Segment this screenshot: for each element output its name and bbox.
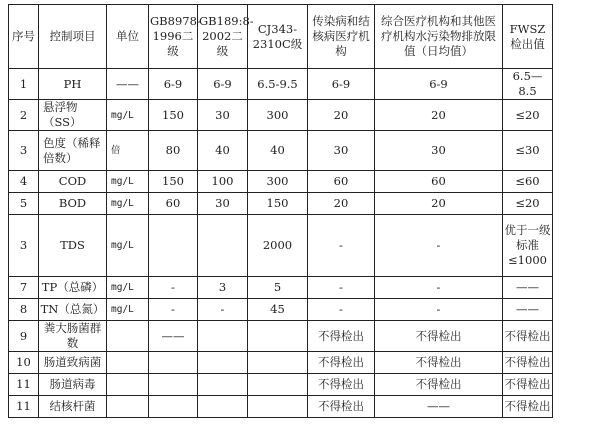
- cell-gb18918: -: [198, 299, 248, 321]
- cell-seq: 4: [9, 171, 39, 193]
- header-fwsz: FWSZ检出值: [503, 5, 553, 69]
- cell-seq: 1: [9, 69, 39, 100]
- table-row: [9, 131, 553, 171]
- cell-seq: 5: [9, 193, 39, 215]
- cell-gb8978: 80: [149, 131, 198, 171]
- cell-general: 30: [375, 131, 503, 171]
- cell-fwsz: 不得检出: [503, 352, 553, 374]
- cell-seq: 11: [9, 396, 39, 418]
- cell-unit: 倍: [107, 131, 149, 171]
- header-item: 控制项目: [39, 5, 107, 69]
- cell-gb18918: 30: [198, 100, 248, 131]
- header-seq: 序号: [9, 5, 39, 69]
- header-general-medical: 综合医疗机构和其他医疗机构水污染物排放限值（日均值）: [375, 5, 503, 69]
- table-row: [9, 277, 553, 299]
- table-row: [9, 171, 553, 193]
- cell-seq: 8: [9, 299, 39, 321]
- cell-fwsz: ≤60: [503, 171, 553, 193]
- cell-gb18918: [198, 352, 248, 374]
- cell-cj343: 150: [248, 193, 308, 215]
- cell-cj343: [248, 374, 308, 396]
- cell-unit: mg/L: [107, 277, 149, 299]
- cell-unit: [107, 374, 149, 396]
- cell-infectious: 60: [308, 171, 375, 193]
- cell-gb8978: -: [149, 299, 198, 321]
- cell-gb18918: 3: [198, 277, 248, 299]
- cell-cj343: 300: [248, 100, 308, 131]
- cell-gb8978: [149, 396, 198, 418]
- cell-seq: 3: [9, 215, 39, 277]
- cell-seq: 10: [9, 352, 39, 374]
- cell-cj343: [248, 396, 308, 418]
- cell-item: TN（总氮）: [39, 299, 107, 321]
- cell-gb8978: 6-9: [149, 69, 198, 100]
- cell-gb8978: [149, 374, 198, 396]
- cell-item: 肠道病毒: [39, 374, 107, 396]
- cell-fwsz: ——: [503, 299, 553, 321]
- cell-gb8978: 60: [149, 193, 198, 215]
- cell-item: 悬浮物（SS）: [39, 100, 107, 131]
- cell-unit: mg/L: [107, 193, 149, 215]
- cell-general: 6-9: [375, 69, 503, 100]
- cell-fwsz: ≤20: [503, 100, 553, 131]
- cell-gb8978: 150: [149, 100, 198, 131]
- cell-cj343: 40: [248, 131, 308, 171]
- cell-seq: 2: [9, 100, 39, 131]
- cell-fwsz: 优于一级标准≤1000: [503, 215, 553, 277]
- cell-gb18918: [198, 374, 248, 396]
- cell-infectious: 6-9: [308, 69, 375, 100]
- table-row: [9, 321, 553, 352]
- cell-general: 60: [375, 171, 503, 193]
- cell-general: 不得检出: [375, 321, 503, 352]
- cell-item: TP（总磷）: [39, 277, 107, 299]
- standards-table-wrapper: [8, 4, 553, 418]
- cell-general: -: [375, 299, 503, 321]
- cell-gb8978: ——: [149, 321, 198, 352]
- cell-item: 结核杆菌: [39, 396, 107, 418]
- cell-infectious: -: [308, 277, 375, 299]
- cell-gb8978: 150: [149, 171, 198, 193]
- cell-item: PH: [39, 69, 107, 100]
- cell-unit: mg/L: [107, 215, 149, 277]
- cell-item: 肠道致病菌: [39, 352, 107, 374]
- cell-cj343: 5: [248, 277, 308, 299]
- cell-gb18918: 40: [198, 131, 248, 171]
- header-unit: 单位: [107, 5, 149, 69]
- cell-unit: mg/L: [107, 171, 149, 193]
- cell-item: TDS: [39, 215, 107, 277]
- cell-cj343: [248, 321, 308, 352]
- cell-seq: 11: [9, 374, 39, 396]
- cell-gb18918: [198, 215, 248, 277]
- cell-gb18918: [198, 396, 248, 418]
- cell-unit: [107, 396, 149, 418]
- cell-infectious: 20: [308, 100, 375, 131]
- header-gb8978: GB8978-1996二级: [149, 5, 198, 69]
- cell-item: COD: [39, 171, 107, 193]
- table-row: [9, 374, 553, 396]
- standards-table: [8, 4, 553, 418]
- header-cj343: CJ343-2310C级: [248, 5, 308, 69]
- cell-cj343: [248, 352, 308, 374]
- cell-cj343: 300: [248, 171, 308, 193]
- cell-general: -: [375, 277, 503, 299]
- cell-item: BOD: [39, 193, 107, 215]
- cell-fwsz: ——: [503, 277, 553, 299]
- cell-infectious: 20: [308, 193, 375, 215]
- cell-unit: ——: [107, 69, 149, 100]
- cell-infectious: -: [308, 299, 375, 321]
- cell-seq: 9: [9, 321, 39, 352]
- cell-unit: mg/L: [107, 299, 149, 321]
- cell-seq: 7: [9, 277, 39, 299]
- table-row: [9, 215, 553, 277]
- cell-infectious: 30: [308, 131, 375, 171]
- cell-seq: 3: [9, 131, 39, 171]
- cell-unit: [107, 352, 149, 374]
- cell-cj343: 45: [248, 299, 308, 321]
- cell-general: 不得检出: [375, 352, 503, 374]
- table-row: [9, 193, 553, 215]
- cell-cj343: 2000: [248, 215, 308, 277]
- cell-general: 20: [375, 193, 503, 215]
- cell-infectious: 不得检出: [308, 321, 375, 352]
- header-infectious: 传染病和结核病医疗机构: [308, 5, 375, 69]
- cell-gb18918: 6-9: [198, 69, 248, 100]
- header-row: [9, 5, 553, 69]
- header-gb18918: GB189:8-2002二级: [198, 5, 248, 69]
- cell-fwsz: ≤20: [503, 193, 553, 215]
- cell-general: 20: [375, 100, 503, 131]
- table-row: [9, 100, 553, 131]
- cell-general: ——: [375, 396, 503, 418]
- table-row: [9, 396, 553, 418]
- cell-fwsz: 不得检出: [503, 321, 553, 352]
- cell-unit: mg/L: [107, 100, 149, 131]
- table-row: [9, 352, 553, 374]
- cell-gb8978: -: [149, 277, 198, 299]
- cell-infectious: -: [308, 215, 375, 277]
- cell-fwsz: 6.5—8.5: [503, 69, 553, 100]
- cell-infectious: 不得检出: [308, 352, 375, 374]
- cell-gb18918: 100: [198, 171, 248, 193]
- cell-gb18918: [198, 321, 248, 352]
- cell-fwsz: ≤30: [503, 131, 553, 171]
- cell-gb8978: [149, 352, 198, 374]
- cell-general: -: [375, 215, 503, 277]
- cell-unit: [107, 321, 149, 352]
- cell-gb18918: 30: [198, 193, 248, 215]
- cell-item: 色度（稀释倍数）: [39, 131, 107, 171]
- cell-item: 粪大肠菌群数: [39, 321, 107, 352]
- cell-fwsz: 不得检出: [503, 374, 553, 396]
- cell-gb8978: [149, 215, 198, 277]
- cell-infectious: 不得检出: [308, 374, 375, 396]
- table-row: [9, 299, 553, 321]
- cell-infectious: 不得检出: [308, 396, 375, 418]
- cell-cj343: 6.5-9.5: [248, 69, 308, 100]
- cell-general: 不得检出: [375, 374, 503, 396]
- cell-fwsz: 不得检出: [503, 396, 553, 418]
- table-row: [9, 69, 553, 100]
